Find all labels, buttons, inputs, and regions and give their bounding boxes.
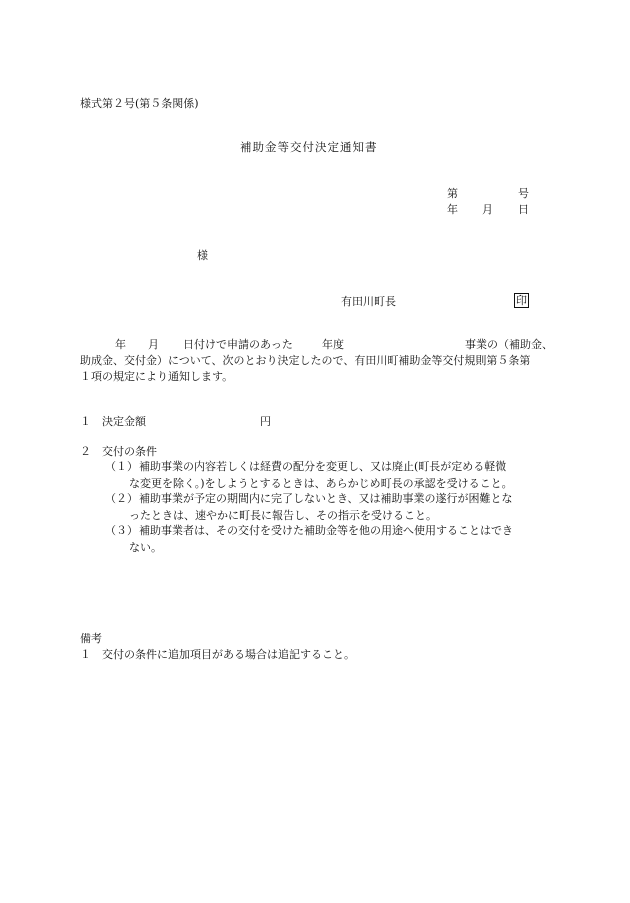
recipient-suffix: 様 xyxy=(197,249,208,262)
condition-1 xyxy=(105,459,555,492)
body-text-1: 日付けで申請のあった xyxy=(183,338,293,351)
form-number: 様式第２号(第５条関係) xyxy=(80,97,199,110)
body-text-2: 事業の（補助金、 xyxy=(465,338,553,351)
condition-3-line-1: 補助事業者は、その交付を受けた補助金等を他の用途へ使用することはでき xyxy=(139,524,513,537)
item1-unit: 円 xyxy=(260,415,271,428)
condition-2 xyxy=(105,491,555,524)
condition-1-line-2: な変更を除く。)をしようとするときは、あらかじめ町長の承認を受けること。 xyxy=(129,476,513,490)
remarks-heading: 備考 xyxy=(80,632,102,645)
doc-date-year: 年 xyxy=(447,203,458,216)
condition-1-number: （１） xyxy=(105,460,138,473)
condition-3-line-2: ない。 xyxy=(129,540,162,554)
remarks-item-1: １ 交付の条件に追加項目がある場合は追記すること。 xyxy=(80,648,355,661)
condition-1-line-1: 補助事業の内容若しくは経費の配分を変更し、又は廃止(町長が定める軽微 xyxy=(139,460,507,473)
seal-char: 印 xyxy=(516,294,527,307)
doc-number-suffix: 号 xyxy=(518,187,529,200)
condition-3 xyxy=(105,523,555,556)
condition-2-line-1: 補助事業が予定の期間内に完了しないとき、又は補助事業の遂行が困難とな xyxy=(139,492,513,505)
doc-date-day: 日 xyxy=(518,203,529,216)
condition-2-line-2: ったときは、速やかに町長に報告し、その指示を受けること。 xyxy=(129,508,437,522)
condition-2-number: （２） xyxy=(105,492,138,505)
doc-date-month: 月 xyxy=(482,203,493,216)
body-year: 年 xyxy=(115,338,126,351)
item2-label: ２ 交付の条件 xyxy=(80,445,157,458)
doc-number-prefix: 第 xyxy=(447,187,458,200)
body-line-2: 助成金、交付金）について、次のとおり決定したので、有田川町補助金等交付規則第５条第 xyxy=(80,354,531,367)
seal-mark xyxy=(514,293,529,308)
body-month: 月 xyxy=(148,338,159,351)
condition-3-number: （３） xyxy=(105,524,138,537)
issuer-name: 有田川町長 xyxy=(341,295,396,308)
page-title: 補助金等交付決定通知書 xyxy=(240,140,378,154)
body-line-3: １項の規定により通知します。 xyxy=(80,370,234,383)
body-fiscal-year: 年度 xyxy=(322,338,344,351)
item1-label: １ 決定金額 xyxy=(80,415,146,428)
